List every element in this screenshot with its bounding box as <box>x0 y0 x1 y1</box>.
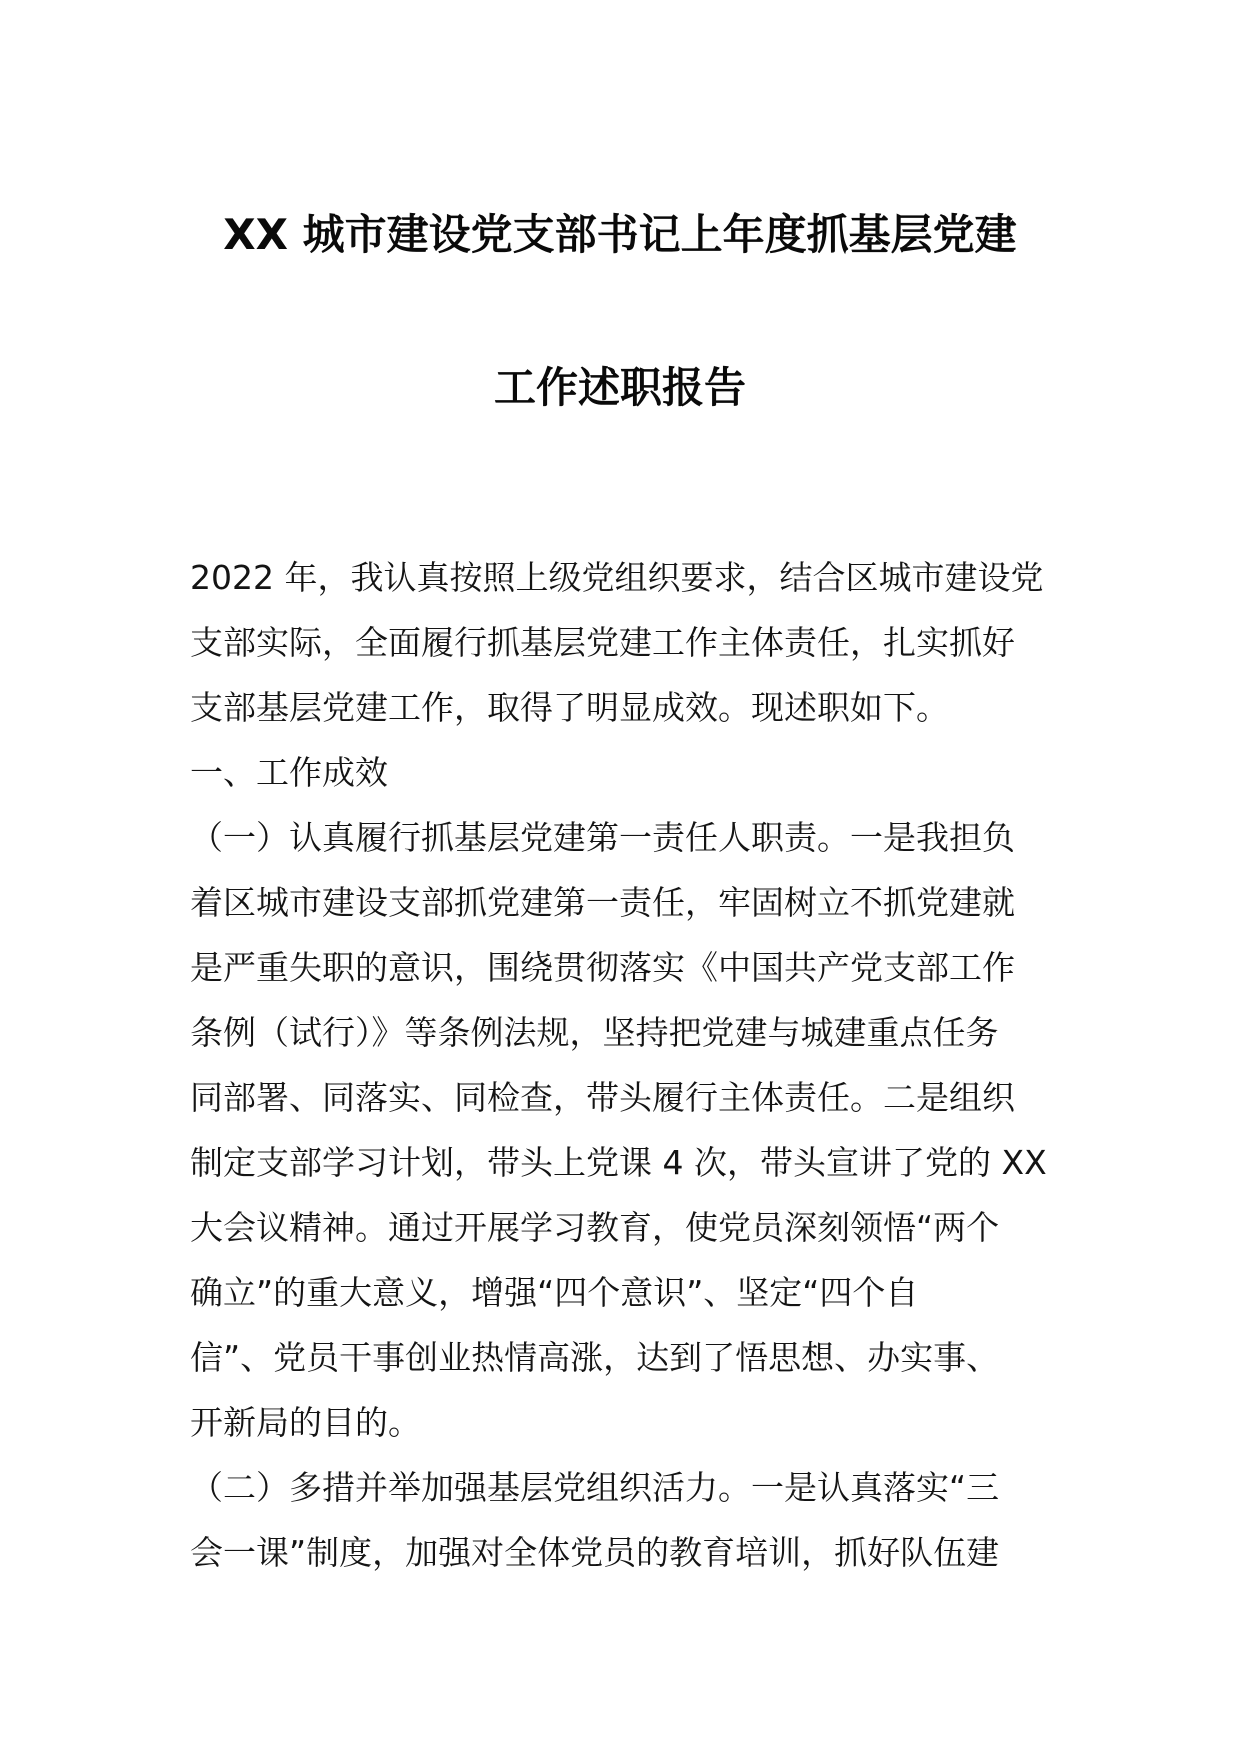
body-line: 着区城市建设支部抓党建第一责任，牢固树立不抓党建就 <box>190 883 1015 922</box>
body-line: （一）认真履行抓基层党建第一责任人职责。一是我担负 <box>190 818 1015 857</box>
body-line: 条例（试行）》等条例法规，坚持把党建与城建重点任务 <box>190 1013 999 1052</box>
body-line: 开新局的目的。 <box>190 1403 421 1442</box>
document-body <box>190 545 1060 1585</box>
body-line: （二）多措并举加强基层党组织活力。一是认真落实“三 <box>190 1468 1000 1507</box>
document-title-line-2: 工作述职报告 <box>493 363 746 412</box>
body-line: 确立”的重大意义，增强“四个意识”、坚定“四个自 <box>190 1273 919 1312</box>
body-line: 信”、党员干事创业热情高涨，达到了悟思想、办实事、 <box>190 1338 1000 1377</box>
body-line: 2022 年，我认真按照上级党组织要求，结合区城市建设党 <box>190 558 1044 597</box>
body-line: 支部基层党建工作，取得了明显成效。现述职如下。 <box>190 688 949 727</box>
body-line: 是严重失职的意识，围绕贯彻落实《中国共产党支部工作 <box>190 948 1015 987</box>
body-line: 同部署、同落实、同检查，带头履行主体责任。二是组织 <box>190 1078 1015 1117</box>
document-title-line-1: XX 城市建设党支部书记上年度抓基层党建 <box>223 210 1017 259</box>
body-line: 制定支部学习计划，带头上党课 4 次，带头宣讲了党的 XX <box>190 1143 1047 1182</box>
body-line: 支部实际，全面履行抓基层党建工作主体责任，扎实抓好 <box>190 623 1015 662</box>
body-line: 大会议精神。通过开展学习教育，使党员深刻领悟“两个 <box>190 1208 1000 1247</box>
section-heading: 一、工作成效 <box>190 753 388 792</box>
body-line: 会一课”制度，加强对全体党员的教育培训，抓好队伍建 <box>190 1533 1000 1572</box>
